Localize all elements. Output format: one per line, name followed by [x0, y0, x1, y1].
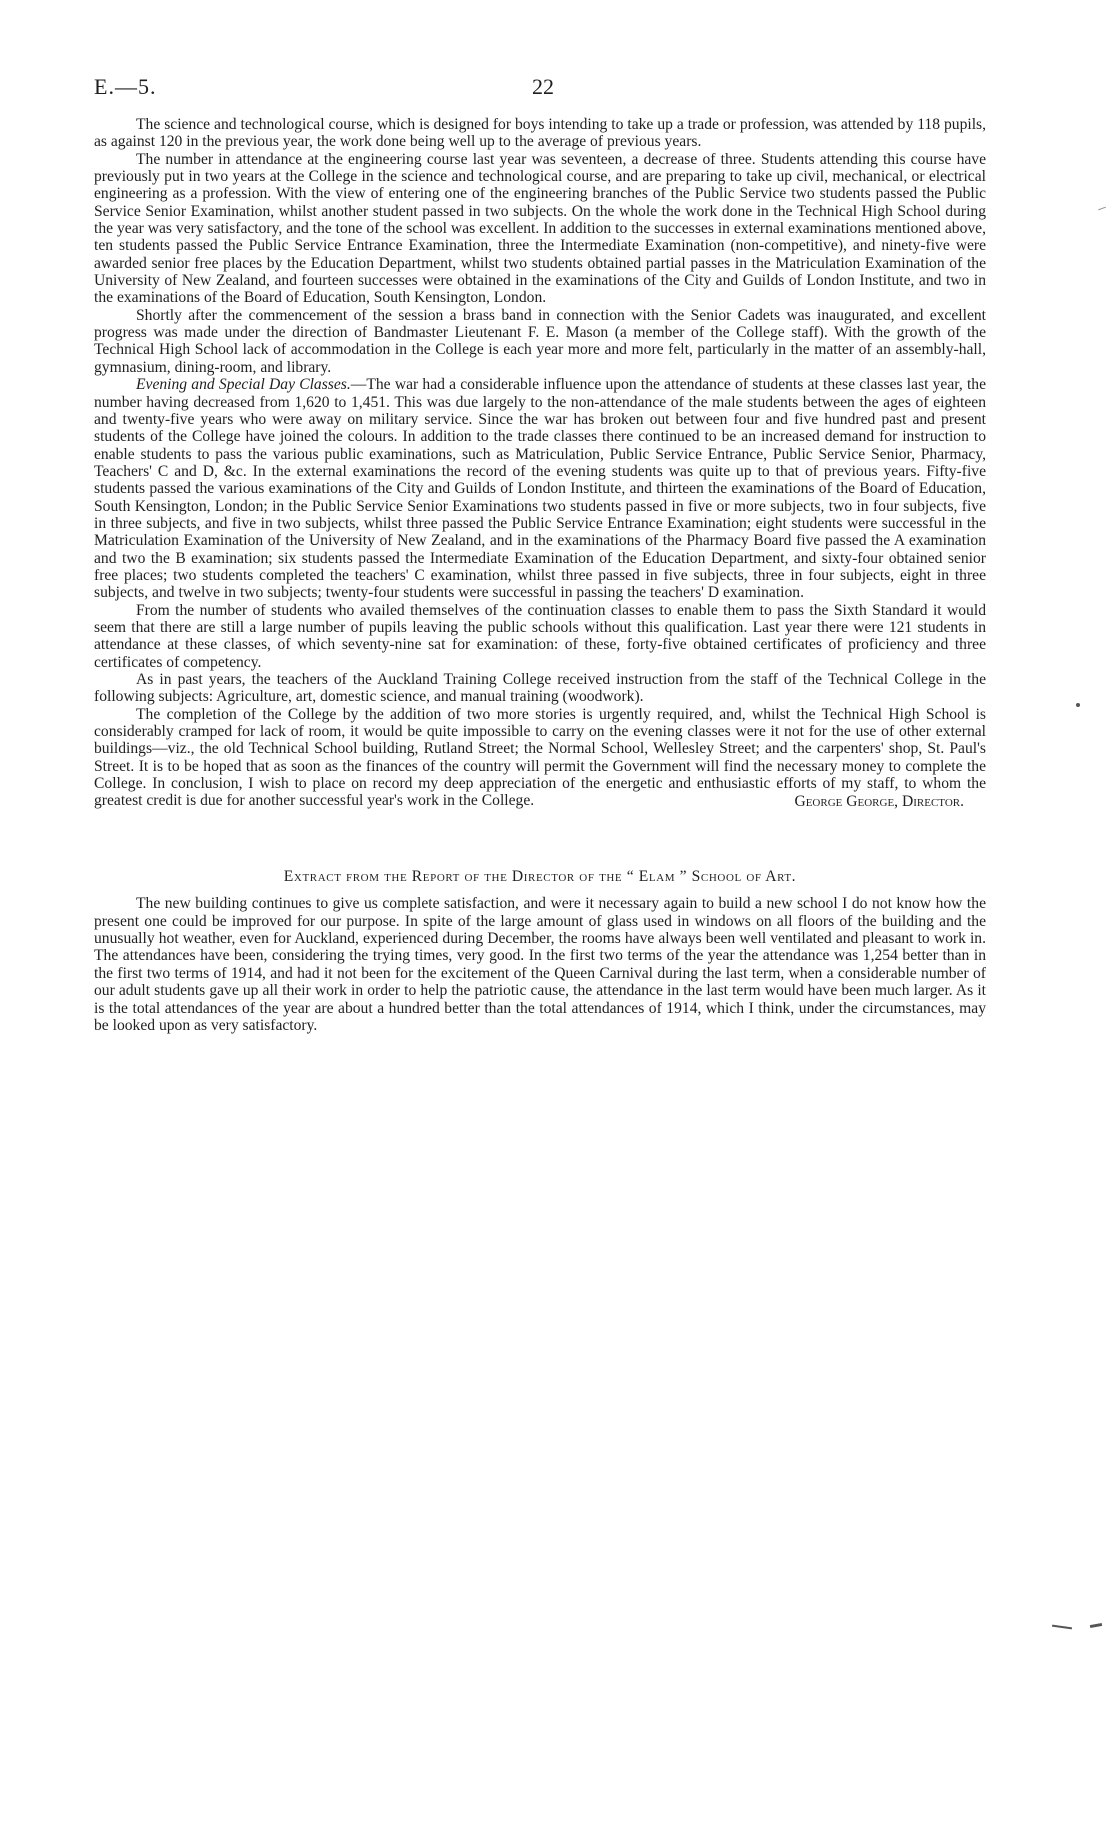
paragraph-elam-school: The new building continues to give us complete satisfaction, and were it necessary again to build a new school I do not know how the present one could be improved for our purpose. In spite of the large amount of glass used in windows on all floors of the building and the unusually hot weather, even for Auckland, experienced during December, the rooms have always been well ventilated and pleasant to work in. The attendances have been, considering the trying times, very good. In the first two terms of the year the attendance was 1,254 better than in the first two terms of 1914, and had it not been for the excitement of the Queen Carnival during the last term, when a considerable number of our adult students gave up all their work in order to help the patriotic cause, the attendance in the last term would have been much larger. As it is the total attendances of the year are about a hundred better than the total attendances of 1914, which I think, under the circumstances, may be looked upon as very satisfactory. [94, 895, 986, 1034]
document-reference: E.—5. [94, 74, 157, 99]
paragraph-continuation-classes: From the number of students who availed themselves of the continuation classes to enable them to pass the Sixth Standard it would seem that there are still a large number of pupils leaving the public schools without this qualification. Last year there were 121 students in attendance at these classes, of which seventy-nine sat for examination: of these, forty-five obtained certificates of proficiency and three certificates of competency. [94, 601, 986, 671]
paragraph-brass-band: Shortly after the commencement of the session a brass band in connection with the Senior Cadets was inaugurated, and excellent progress was made under the direction of Bandmaster Lieutenant F. E. Mason (a member of the College staff). With the growth of the Technical High School lack of accommodation in the College is each year more and more felt, particularly in the matter of an assembly-hall, gymnasium, dining-room, and library. [94, 306, 986, 376]
margin-mark [1052, 1625, 1072, 1630]
section-heading-elam: Extract from the Report of the Director of the “ Elam ” School of Art. [283, 868, 797, 886]
margin-mark [1098, 207, 1106, 211]
signature: George George, Director. [794, 792, 964, 810]
paragraph-science-course: The science and technological course, which is designed for boys intending to take up a trade or profession, was attended by 118 pupils, as against 120 in the previous year, the work done being well up to the average of previous years. [94, 116, 986, 151]
paragraph-evening-classes-text: —The war had a considerable influence upon the attendance of students at these classes last year, the number having decreased from 1,620 to 1,451. This was due largely to the non-attendance of the male students between the ages of eighteen and twenty-five years who were away on military service. Since the war has broken out between four and five hundred past and present students of the College have joined the colours. In addition to the trade classes there continued to be an increased demand for instruction to enable students to pass the various public examinations, such as Matriculation, Public Service Entrance, Public Service Senior, Pharmacy, Teachers' C and D, &c. In the external examinations the record of the evening students was quite up to that of previous years. Fifty-five students passed the various examinations of the City and Guilds of London Institute, and thirteen the examinations of the Board of Education, South Kensington, London; in the Public Service Senior Examinations two students passed in five or more subjects, two in four subjects, five in three subjects, and five in two subjects, whilst three passed the Public Service Entrance Examination; eight students were successful in the Matriculation Examination of the University of New Zealand, and in the examinations of the Pharmacy Board five passed the A examination and two the B examination; six students passed the Intermediate Examination of the Education Department, and sixty-four obtained senior free places; two students completed the teachers' C examination, whilst three passed in five subjects, three in four subjects, eight in three subjects, and twelve in two subjects; twenty-four students were successful in passing the teachers' D examination. [94, 376, 986, 602]
paragraph-heading-evening-classes: Evening and Special Day Classes. [136, 376, 351, 394]
paragraph-evening-classes [94, 376, 986, 601]
page-number: 22 [532, 74, 554, 99]
paragraph-completion: The completion of the College by the addition of two more stories is urgently required, and, whilst the Technical High School is considerably cramped for lack of room, it would be quite impossible to carry on the evening classes were it not for the use of other external buildings—viz., the old Technical School building, Rutland Street; the Normal School, Wellesley Street; and the carpenters' shop, St. Paul's Street. It is to be hoped that as soon as the finances of the country will permit the Government will find the necessary money to complete the College. In conclusion, I wish to place on record my deep appreciation of the energetic and enthusiastic efforts of my staff, to whom the greatest credit is due for another successful year's work in the College. [94, 705, 986, 810]
report-body [94, 116, 986, 1034]
margin-mark [1090, 1623, 1102, 1628]
page-header [94, 74, 994, 104]
paragraph-engineering-course: The number in attendance at the engineering course last year was seventeen, a decrease of three. Students attending this course have previously put in two years at the College in the science and technological course, and are preparing to take up civil, mechanical, or electrical engineering as a profession. With the view of entering one of the engineering branches of the Public Service two students passed the Public Service Senior Examination, whilst another student passed in two subjects. On the whole the work done in the Technical High School during the year was very satisfactory, and the tone of the school was excellent. In addition to the successes in external examinations mentioned above, ten students passed the Public Service Entrance Examination, three the Intermediate Examination (non-competitive), and ninety-five were awarded senior free places by the Education Department, whilst two students obtained partial passes in the Matriculation Examination of the University of New Zealand, and fourteen successes were obtained in the examinations of the City and Guilds of London Institute, and two in the examinations of the Board of Education, South Kensington, London. [94, 150, 986, 307]
margin-mark [1076, 703, 1080, 707]
paragraph-training-college: As in past years, the teachers of the Auckland Training College received instruction from the staff of the Technical College in the following subjects: Agriculture, art, domestic science, and manual training (woodwork). [94, 671, 986, 706]
